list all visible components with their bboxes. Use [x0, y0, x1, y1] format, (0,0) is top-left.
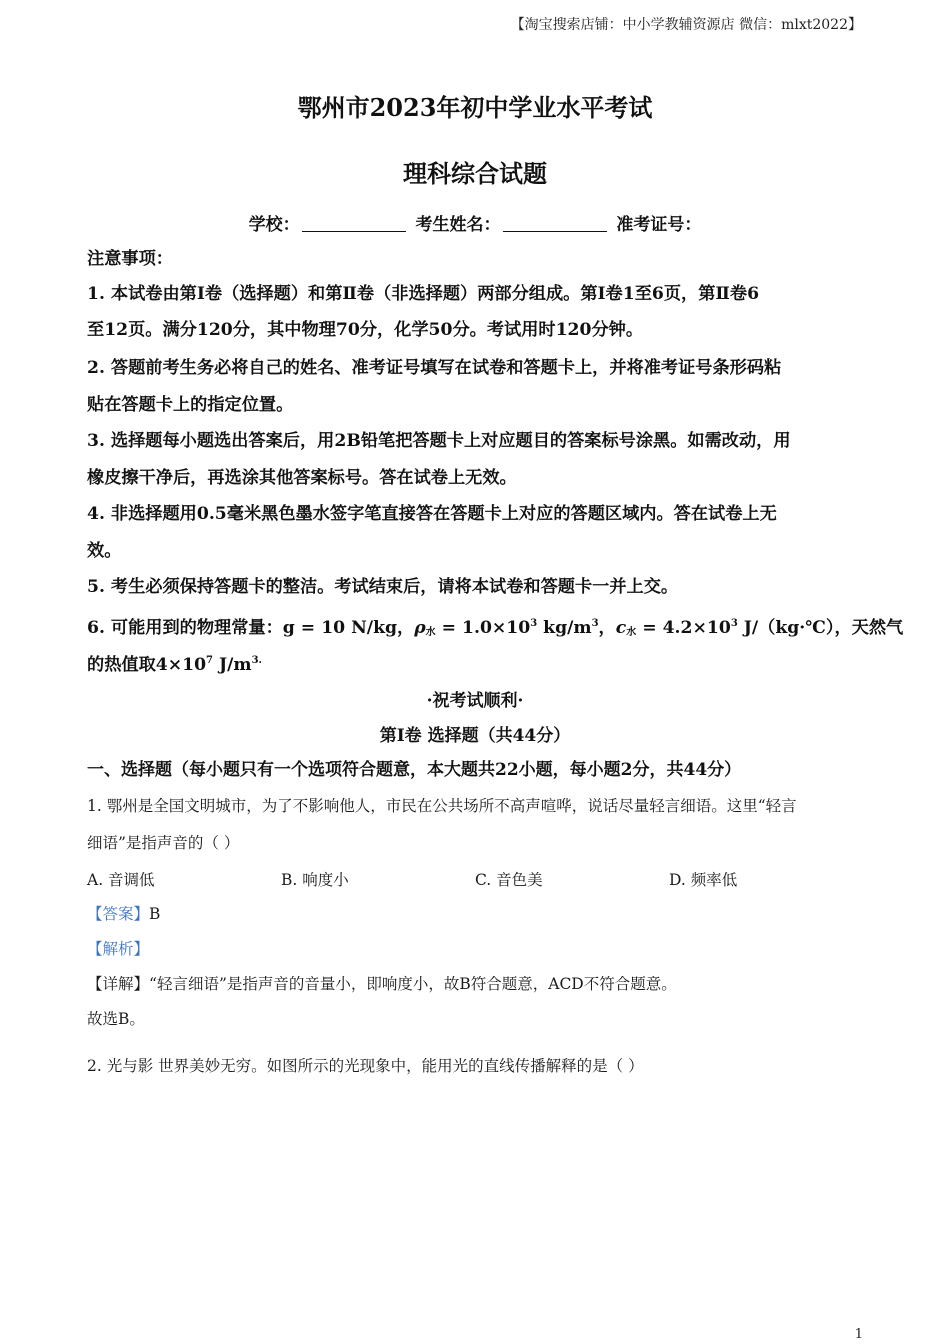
school-label: 学校： [248, 215, 300, 235]
school-blank [302, 215, 406, 232]
name-label: 考生姓名： [415, 215, 501, 235]
name-blank [503, 215, 607, 232]
q1-conclusion: 故选B。 [87, 1010, 145, 1028]
notes-heading: 注意事项： [87, 249, 173, 269]
note-6-prefix: 6. 可能用到的物理常量：g = 10 N/kg， [87, 618, 415, 638]
rho-exponent: 3 [530, 618, 538, 629]
q1-option-d: D. 频率低 [669, 871, 738, 889]
rho-unit-exponent: 3 [591, 618, 599, 629]
heat-value-text: 的热值取4×10 [87, 655, 207, 675]
exam-subtitle: 理科综合试题 [403, 159, 547, 188]
note-3-line-2: 橡皮擦干净后，再选涂其他答案标号。答在试卷上无效。 [87, 468, 517, 488]
q1-stem-line-1: 1. 鄂州是全国文明城市，为了不影响他人，市民在公共场所不高声喧哗，说话尽量轻言细语。这里“轻言 [87, 797, 797, 815]
section-title: 第Ⅰ卷 选择题（共44分） [379, 726, 571, 746]
answer-value: B [149, 905, 161, 923]
id-label: 准考证号： [616, 215, 702, 235]
c-water-subscript: 水 [626, 627, 637, 638]
detail-text: “轻言细语”是指声音的音量小，即响度小，故B符合题意，ACD不符合题意。 [149, 975, 677, 993]
c-unit: J/（kg·℃），天然气 [737, 618, 904, 638]
note-5: 5. 考生必须保持答题卡的整洁。考试结束后，请将本试卷和答题卡一并上交。 [87, 577, 679, 597]
rho-symbol: ρ [414, 618, 426, 638]
q1-option-a: A. 音调低 [87, 871, 155, 889]
note-4-line-1: 4. 非选择题用0.5毫米黑色墨水签字笔直接答在答题卡上对应的答题区域内。答在试卷上无 [87, 504, 777, 524]
c-value: = 4.2×10 [636, 618, 731, 638]
note-6-line-2 [87, 649, 867, 677]
c-exponent: 3 [730, 618, 738, 629]
q1-option-b: B. 响度小 [281, 871, 349, 889]
q1-stem-line-2: 细语”是指声音的（ ） [87, 834, 240, 852]
student-info-line [0, 210, 950, 235]
heat-exponent: 7 [206, 655, 213, 666]
rho-value: = 1.0×10 [435, 618, 531, 638]
note-6-line-1: 6. 可能用到的物理常量：g = 10 N/kg，$\rho_水 = 1.0\times 10^3$ $kg/m^3$，$c_水 = 4.2\times 10^3$ J/（kg·℃），天然气 [87, 618, 904, 638]
q1-detail-line [87, 973, 867, 995]
part-title: 一、选择题（每小题只有一个选项符合题意，本大题共22小题，每小题2分，共44分） [87, 760, 742, 780]
heat-unit-exponent: 3. [251, 655, 263, 666]
heat-unit: J/m [213, 655, 252, 675]
q1-option-c: C. 音色美 [475, 871, 543, 889]
page-number: 1 [854, 1327, 863, 1342]
note-1-line-2: 至12页。满分120分，其中物理70分，化学50分。考试用时120分钟。 [87, 320, 644, 340]
q1-answer-line [87, 903, 867, 925]
note-2-line-1: 2. 答题前考生务必将自己的姓名、准考证号填写在试卷和答题卡上，并将准考证号条形码粘 [87, 358, 782, 378]
q2-stem: 2. 光与影 世界美妙无穷。如图所示的光现象中，能用光的直线传播解释的是（ ） [87, 1057, 644, 1075]
note-3-line-1: 3. 选择题每小题选出答案后，用2B铅笔把答题卡上对应题目的答案标号涂黑。如需改动，用 [87, 431, 791, 451]
note-2-line-2: 贴在答题卡上的指定位置。 [87, 395, 294, 415]
header-note: 【淘宝搜索店铺：中小学教辅资源店 微信：mlxt2022】 [510, 17, 862, 33]
answer-tag: 【答案】 [87, 905, 150, 923]
rho-unit: kg/m [537, 618, 592, 638]
exam-title: 鄂州市2023年初中学业水平考试 [297, 93, 653, 122]
note-4-line-2: 效。 [87, 541, 122, 561]
c-symbol: c [615, 618, 627, 638]
analysis-tag: 【解析】 [87, 940, 150, 958]
water-subscript: 水 [425, 627, 436, 638]
wish-line: ·祝考试顺利· [426, 691, 524, 711]
detail-tag: 【详解】 [87, 975, 150, 993]
note-1-line-1: 1. 本试卷由第Ⅰ卷（选择题）和第Ⅱ卷（非选择题）两部分组成。第Ⅰ卷1至6页，第Ⅱ卷6 [87, 284, 760, 304]
